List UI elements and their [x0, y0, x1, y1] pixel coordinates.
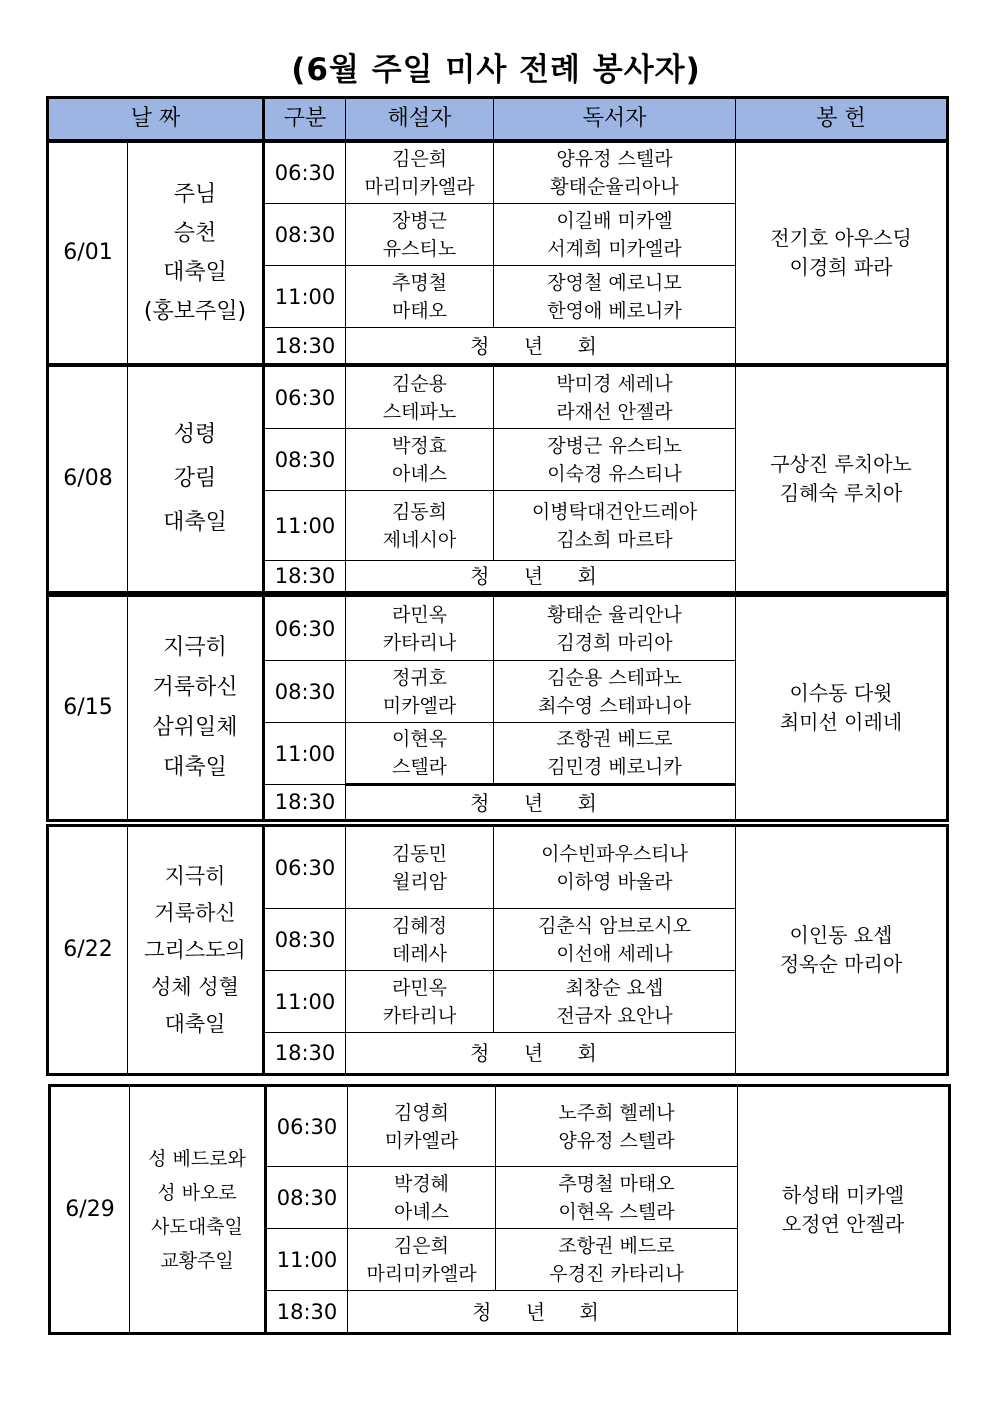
offering-cell	[736, 366, 948, 593]
mass-time: 18:30	[264, 1033, 346, 1075]
feast-line: 거룩하신	[152, 675, 238, 700]
commentator-name: 윌리암	[391, 870, 448, 893]
commentator-name: 정귀호	[391, 666, 448, 689]
feast-line: 성 바오로	[157, 1181, 237, 1204]
week-block-3	[46, 594, 949, 822]
commentator-name: 장병근	[391, 209, 448, 232]
commentator-name: 스테파노	[382, 400, 457, 423]
commentator-name: 제네시아	[382, 528, 457, 551]
mass-time: 18:30	[266, 1291, 348, 1334]
commentator-name: 추명철	[391, 271, 448, 294]
reader-name: 이현옥 스텔라	[558, 1200, 675, 1223]
feast-line: 대축일	[163, 260, 227, 285]
feast-line: 삼위일체	[152, 715, 238, 740]
commentator-name: 카타리나	[382, 631, 457, 654]
feast-line: (홍보주일)	[143, 299, 247, 324]
feast-name	[128, 142, 264, 365]
commentator-cell	[346, 661, 494, 723]
commentator-name: 유스티노	[382, 237, 457, 260]
mass-time: 11:00	[264, 723, 346, 785]
reader-name: 황태순율리아나	[550, 176, 679, 198]
feast-line: 대축일	[163, 755, 227, 780]
offering-name: 오정연 안젤라	[781, 1211, 905, 1236]
commentator-cell	[346, 429, 494, 491]
commentator-name: 김동민	[391, 842, 448, 865]
offering-name: 전기호 아우스딩	[770, 226, 912, 250]
commentator-name: 카타리나	[382, 1004, 457, 1027]
readers-cell	[496, 1167, 738, 1229]
reader-name: 황태순 율리안나	[547, 603, 682, 626]
commentator-name: 마리미카엘라	[366, 1262, 477, 1285]
reader-name: 김민경 베로니카	[547, 756, 682, 778]
readers-cell	[494, 826, 736, 909]
reader-name: 장영철 예로니모	[547, 271, 682, 294]
feast-line: 주님	[173, 182, 217, 207]
commentator-cell	[346, 204, 494, 266]
commentator-cell	[346, 142, 494, 204]
readers-cell	[494, 491, 736, 561]
mass-row	[48, 366, 948, 429]
week-date: 6/15	[48, 596, 128, 821]
reader-name: 양유정 스텔라	[558, 1129, 675, 1152]
mass-time: 06:30	[264, 826, 346, 909]
mass-time: 11:00	[266, 1229, 348, 1291]
week-block-1	[46, 140, 949, 366]
commentator-cell	[346, 971, 494, 1033]
week-date: 6/29	[50, 1086, 130, 1334]
commentator-cell	[348, 1229, 496, 1291]
readers-cell	[496, 1229, 738, 1291]
reader-name: 한영애 베로니카	[547, 299, 682, 322]
readers-cell	[494, 429, 736, 491]
feast-line: 강림	[173, 466, 217, 491]
feast-line: 성체 성혈	[151, 974, 239, 999]
mass-time: 11:00	[264, 266, 346, 328]
youth-group-cell: 청 년 회	[346, 785, 736, 821]
commentator-cell	[346, 266, 494, 328]
week-block-2	[46, 364, 949, 594]
reader-name: 이선애 세레나	[556, 942, 673, 965]
feast-line: 사도대축일	[151, 1215, 243, 1238]
feast-line: 대축일	[164, 1011, 226, 1036]
commentator-name: 라민옥	[391, 603, 448, 626]
offering-name: 이수동 다윗	[789, 681, 893, 705]
reader-name: 라재선 안젤라	[556, 400, 673, 423]
mass-time: 08:30	[266, 1167, 348, 1229]
youth-group-cell: 청 년 회	[346, 561, 736, 593]
offering-name: 구상진 루치아노	[770, 452, 912, 476]
mass-time: 06:30	[264, 142, 346, 204]
feast-line: 대축일	[163, 510, 227, 535]
commentator-name: 김순용	[391, 372, 448, 395]
feast-name	[128, 366, 264, 593]
commentator-cell	[348, 1086, 496, 1167]
offering-cell	[738, 1086, 950, 1334]
reader-name: 최수영 스테파니아	[538, 694, 691, 717]
week-block-5	[48, 1084, 951, 1335]
mass-time: 08:30	[264, 909, 346, 971]
commentator-cell	[346, 491, 494, 561]
reader-name: 김춘식 암브로시오	[538, 914, 691, 937]
readers-cell	[494, 596, 736, 661]
commentator-name: 라민옥	[391, 976, 448, 999]
commentator-name: 김은희	[391, 148, 448, 170]
mass-time: 08:30	[264, 429, 346, 491]
offering-name: 하성태 미카엘	[781, 1182, 905, 1207]
commentator-name: 마리미카엘라	[364, 176, 475, 198]
mass-time: 06:30	[264, 366, 346, 429]
commentator-name: 마태오	[391, 299, 448, 322]
youth-group-cell: 청 년 회	[346, 328, 736, 365]
header-date: 날 짜	[48, 98, 264, 141]
reader-name: 서계희 미카엘라	[547, 237, 682, 260]
commentator-name: 스텔라	[391, 756, 448, 778]
offering-name: 이경희 파라	[789, 255, 893, 279]
reader-name: 추명철 마태오	[558, 1172, 675, 1195]
mass-time: 18:30	[264, 328, 346, 365]
mass-row	[48, 826, 948, 909]
reader-name: 조항권 베드로	[556, 728, 673, 750]
reader-name: 우경진 카타리나	[549, 1262, 684, 1285]
commentator-cell	[346, 826, 494, 909]
offering-name: 최미선 이레네	[779, 710, 903, 734]
page-title: (6월 주일 미사 전례 봉사자)	[291, 52, 701, 88]
feast-line: 교황주일	[160, 1249, 234, 1272]
youth-group-cell: 청 년 회	[346, 1033, 736, 1075]
readers-cell	[494, 661, 736, 723]
readers-cell	[494, 266, 736, 328]
header-commentator: 해설자	[346, 98, 494, 141]
offering-name: 정옥순 마리아	[779, 952, 903, 976]
reader-name: 이병탁대건안드레아	[531, 500, 698, 523]
feast-line: 승천	[173, 221, 217, 246]
commentator-name: 데레사	[391, 942, 448, 965]
commentator-name: 김영희	[393, 1101, 450, 1124]
feast-line: 성 베드로와	[148, 1147, 246, 1170]
offering-cell	[736, 596, 948, 821]
commentator-name: 미카엘라	[382, 694, 457, 717]
readers-cell	[496, 1086, 738, 1167]
feast-line: 지극히	[164, 863, 226, 888]
mass-time: 18:30	[264, 785, 346, 821]
commentator-cell	[346, 723, 494, 785]
mass-time: 06:30	[264, 596, 346, 661]
commentator-name: 아녜스	[391, 462, 448, 485]
week-date: 6/08	[48, 366, 128, 593]
commentator-cell	[346, 596, 494, 661]
reader-name: 장병근 유스티노	[547, 434, 682, 457]
commentator-cell	[348, 1167, 496, 1229]
readers-cell	[494, 909, 736, 971]
commentator-name: 박정효	[391, 434, 448, 457]
commentator-name: 김은희	[393, 1234, 450, 1257]
feast-line: 거룩하신	[154, 900, 236, 925]
reader-name: 이길배 미카엘	[556, 209, 673, 232]
feast-name	[128, 596, 264, 821]
readers-cell	[494, 142, 736, 204]
mass-row	[50, 1086, 950, 1167]
mass-time: 11:00	[264, 971, 346, 1033]
readers-cell	[494, 971, 736, 1033]
reader-name: 이수빈파우스티나	[541, 842, 688, 865]
commentator-name: 김동희	[391, 500, 448, 523]
mass-time: 11:00	[264, 491, 346, 561]
header-slot: 구분	[264, 98, 346, 141]
readers-cell	[494, 366, 736, 429]
reader-name: 최창순 요셉	[565, 976, 664, 999]
feast-name	[130, 1086, 266, 1334]
feast-name	[128, 826, 264, 1075]
reader-name: 양유정 스텔라	[556, 148, 673, 170]
mass-time: 08:30	[264, 204, 346, 266]
mass-time: 06:30	[266, 1086, 348, 1167]
feast-line: 그리스도의	[144, 937, 246, 962]
offering-cell	[736, 142, 948, 365]
table-header	[46, 96, 949, 142]
reader-name: 김소희 마르타	[556, 528, 673, 551]
offering-cell	[736, 826, 948, 1075]
youth-group-cell: 청 년 회	[348, 1291, 738, 1334]
reader-name: 조항권 베드로	[558, 1234, 675, 1257]
mass-time: 18:30	[264, 561, 346, 593]
commentator-name: 아녜스	[393, 1200, 450, 1223]
week-date: 6/01	[48, 142, 128, 365]
reader-name: 박미경 세레나	[556, 372, 673, 395]
feast-line: 성령	[173, 422, 217, 447]
reader-name: 전금자 요안나	[556, 1004, 673, 1027]
commentator-name: 미카엘라	[384, 1129, 459, 1152]
mass-row	[48, 142, 948, 204]
offering-name: 이인동 요셉	[789, 923, 893, 947]
mass-row	[48, 596, 948, 661]
reader-name: 이숙경 유스티나	[547, 462, 682, 485]
reader-name: 김순용 스테파노	[547, 666, 682, 689]
reader-name: 노주희 헬레나	[558, 1101, 675, 1124]
week-date: 6/22	[48, 826, 128, 1075]
mass-time: 08:30	[264, 661, 346, 723]
header-offering: 봉 헌	[736, 98, 948, 141]
commentator-name: 김혜정	[391, 914, 448, 937]
reader-name: 이하영 바울라	[556, 870, 673, 893]
header-readers: 독서자	[494, 98, 736, 141]
commentator-name: 박경혜	[393, 1172, 450, 1195]
commentator-cell	[346, 366, 494, 429]
commentator-cell	[346, 909, 494, 971]
readers-cell	[494, 723, 736, 785]
commentator-name: 이현옥	[391, 728, 448, 750]
feast-line: 지극히	[163, 635, 227, 660]
reader-name: 김경희 마리아	[556, 631, 673, 654]
week-block-4	[46, 824, 949, 1076]
readers-cell	[494, 204, 736, 266]
offering-name: 김혜숙 루치아	[779, 481, 903, 505]
